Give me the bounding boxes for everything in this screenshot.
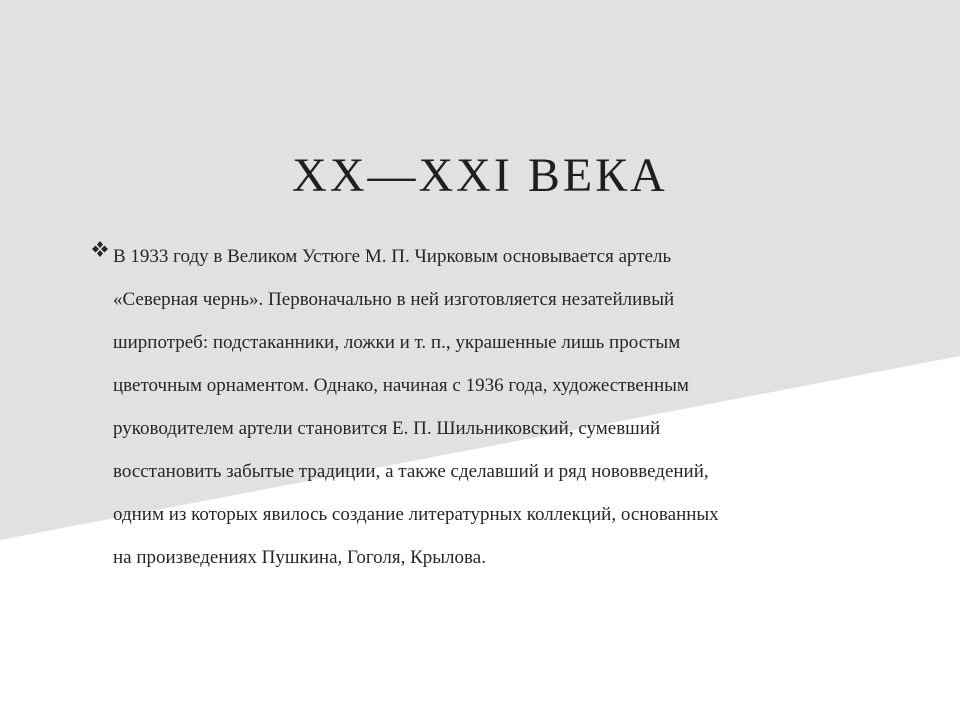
four-diamond-bullet-icon xyxy=(91,240,109,258)
slide-body-paragraph xyxy=(113,235,873,579)
paragraph-line: «Северная чернь». Первоначально в ней изготовляется незатейливый xyxy=(113,289,675,310)
paragraph-line: ширпотреб: подстаканники, ложки и т. п., украшенные лишь простым xyxy=(113,332,681,353)
paragraph-line: восстановить забытые традиции, а также сделавший и ряд нововведений, xyxy=(113,461,709,482)
paragraph-line: цветочным орнаментом. Однако, начиная с 1936 года, художественным xyxy=(113,375,689,396)
slide-title: XX—XXI ВЕКА xyxy=(292,149,668,202)
paragraph-line: на произведениях Пушкина, Гоголя, Крылова. xyxy=(113,547,486,568)
paragraph-line: одним из которых явилось создание литературных коллекций, основанных xyxy=(113,504,719,525)
paragraph-line: В 1933 году в Великом Устюге М. П. Чирковым основывается артель xyxy=(113,246,672,267)
paragraph-line: руководителем артели становится Е. П. Шильниковский, сумевший xyxy=(113,418,661,439)
